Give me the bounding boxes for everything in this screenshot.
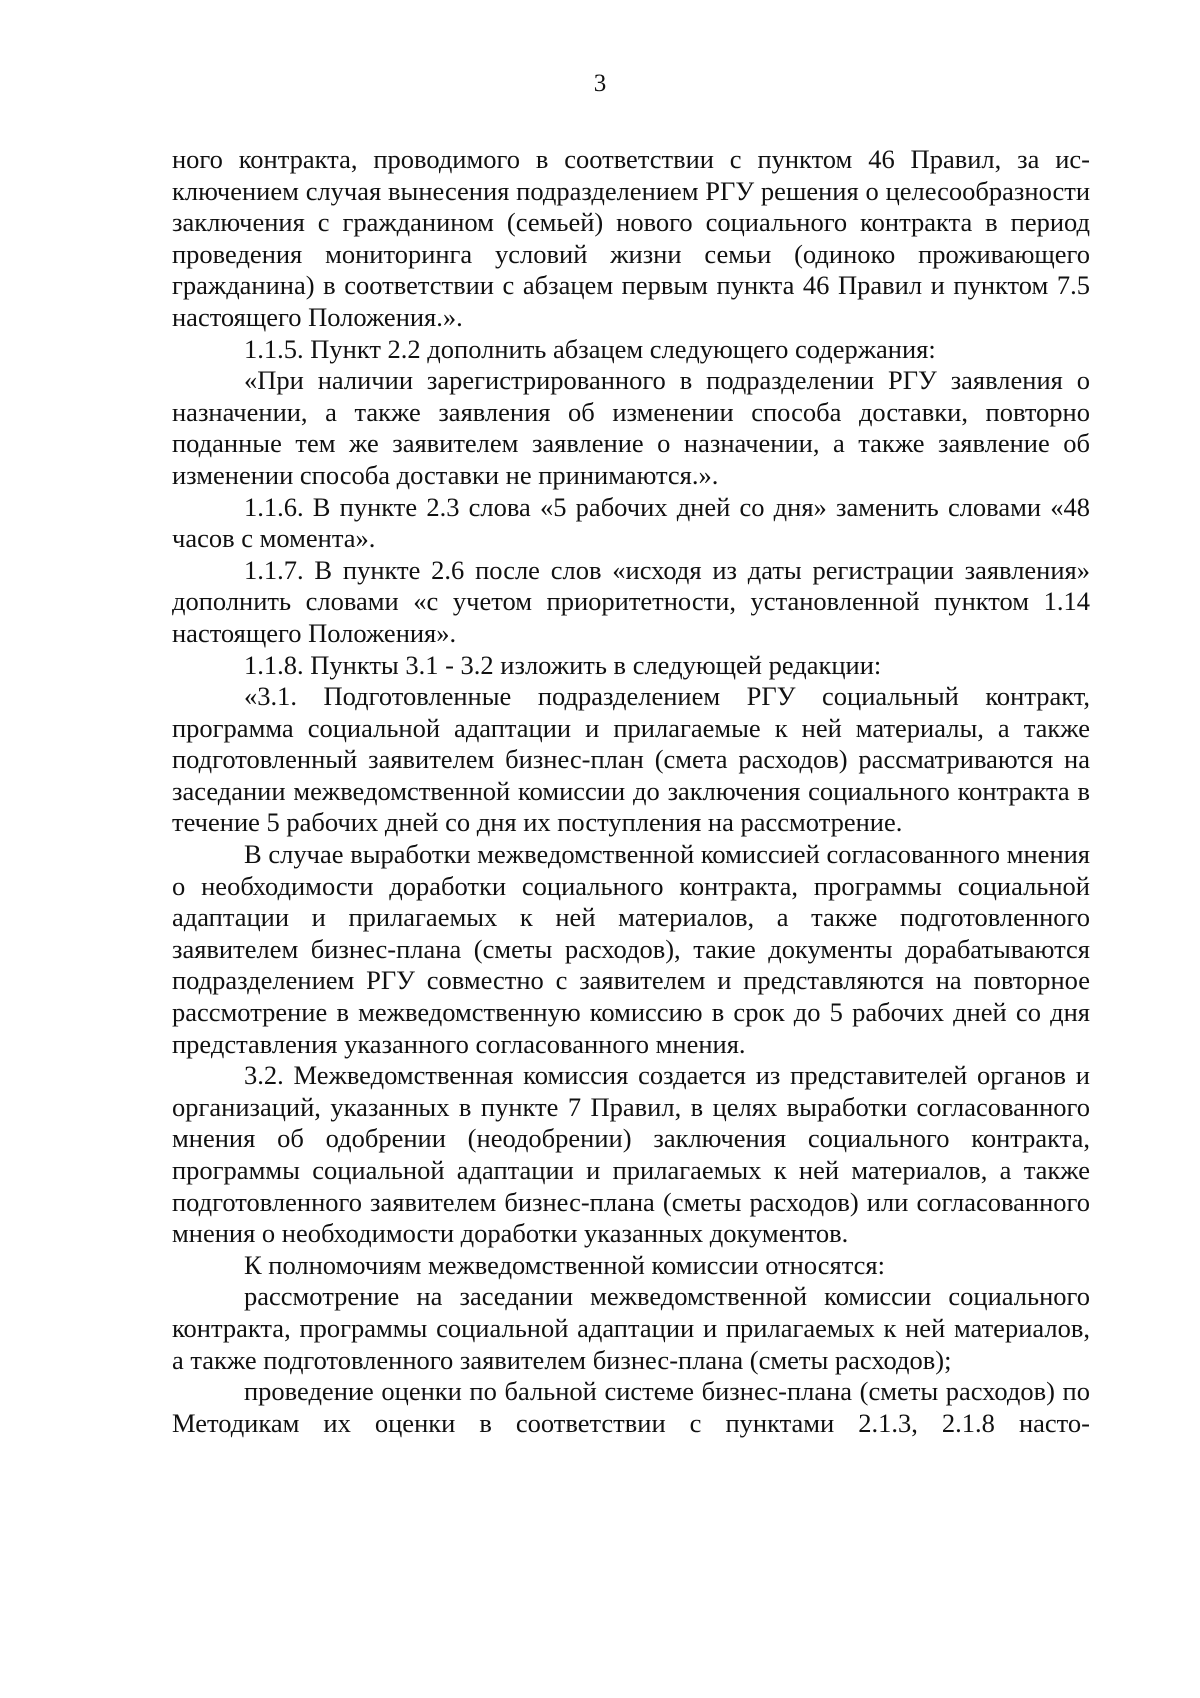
paragraph-commission-powers: К полномочиям межведомственной комиссии относятся: bbox=[244, 1249, 885, 1280]
paragraph-1-1-7: 1.1.7. В пункте 2.6 после слов «исходя из даты регистрации заявления» дополнить словами «с учетом приоритетности, установленной пунктом 1.14 настоящего Положения». bbox=[172, 554, 1090, 648]
paragraph-1-1-6: 1.1.6. В пункте 2.3 слова «5 рабочих дней со дня» заменить словами «48 часов с момента». bbox=[172, 491, 1090, 554]
page-number: 3 bbox=[593, 70, 607, 97]
paragraph-continuation: ного контракта, проводимого в соответствии с пунктом 46 Правил, за исключением случая вынесения подразделением РГУ решения о целесообразности заключения с гражданином (семьей) нового социального контракта в период проведения мониторинга условий жизни семьи (одиноко проживающего гражданина) в соответствии с абзацем первым пункта 46 Правил и пунктом 7.5 настоящего Положения.». bbox=[172, 144, 1090, 332]
paragraph-3-1-continued: В случае выработки межведомственной комиссией согласованного мнения о необходимости доработки социального контракта, программы социальной адаптации и прилагаемых к ней материалов, а также подготовленного заявителем бизнес-плана (сметы расходов), такие документы дорабатываются подразделением РГУ совместно с заявителем и представляются на повторное рассмотрение в межведомственную комиссию в срок до 5 рабочих дней со дня представления указанного согласованного мнения. bbox=[172, 839, 1090, 1059]
paragraph-3-2: 3.2. Межведомственная комиссия создается из представителей органов и организаций, указанных в пункте 7 Правил, в целях выработки согласованного мнения об одобрении (неодобрении) заключения социального контракта, программы социальной адаптации и прилагаемых к ней материалов, а также подготовленного заявителем бизнес-плана (сметы расходов) или согласованного мнения о необходимости доработки указанных документов. bbox=[172, 1060, 1090, 1249]
paragraph-1-1-5: 1.1.5. Пункт 2.2 дополнить абзацем следующего содержания: bbox=[244, 333, 936, 364]
paragraph-power-review: рассмотрение на заседании межведомственной комиссии социального контракта, программы социальной адаптации и прилагаемых к ней материалов, а также подготовленного заявителем бизнес-плана (сметы расходов); bbox=[172, 1281, 1090, 1375]
paragraph-1-1-8: 1.1.8. Пункты 3.1 - 3.2 изложить в следующей редакции: bbox=[244, 649, 882, 680]
paragraph-3-1: «3.1. Подготовленные подразделением РГУ социальный контракт, программа социальной адаптации и прилагаемые к ней материалы, а также подготовленный заявителем бизнес-план (смета расходов) рассматриваются на заседании межведомственной комиссии до заключения социального контракта в течение 5 рабочих дней со дня их поступления на рассмотрение. bbox=[172, 681, 1090, 838]
document-body bbox=[172, 144, 1090, 1439]
paragraph-power-assessment: проведение оценки по бальной системе бизнес-плана (сметы расходов) по Методикам их оценки в соответствии с пунктами 2.1.3, 2.1.8 насто- bbox=[172, 1376, 1090, 1438]
paragraph-1-1-5-text: «При наличии зарегистрированного в подразделении РГУ заявления о назначении, а также заявления об изменении способа доставки, повторно поданные тем же заявителем заявление о назначении, а также заявление об изменении способа доставки не принимаются.». bbox=[172, 365, 1090, 490]
